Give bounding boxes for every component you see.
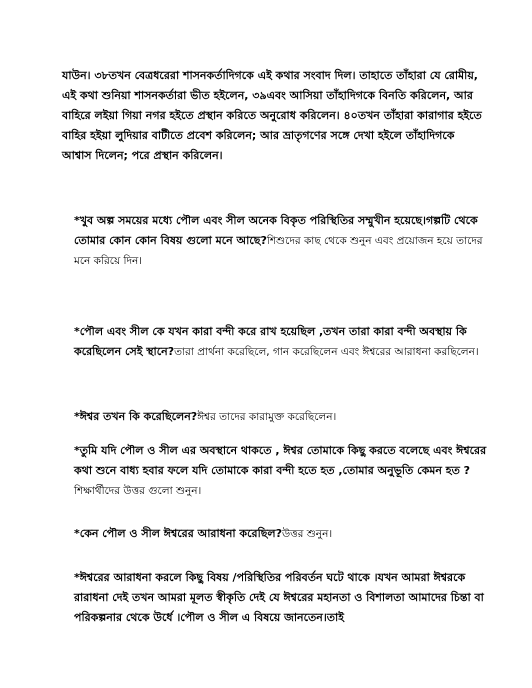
question-paragraph-2 (62, 322, 494, 362)
answer-text: শিক্ষার্থীদের উত্তর গুলো শুনুন। (74, 485, 202, 497)
question-text: *ঈশ্বর তখন কি করেছিলেন? (74, 410, 198, 423)
teaching-paragraph (62, 568, 494, 628)
question-text: *পৌল এবং সীল কে যখন কারা বন্দী করে রাখ হয়েছিল ,তখন তারা কারা বন্দী অবস্থায় কি করেছিলেন সেই স্থানে? (74, 325, 467, 358)
paragraph-acts-16-38-40 (62, 66, 482, 166)
question-paragraph-1 (62, 211, 494, 271)
question-text: *তুমি যদি পৌল ও সীল এর অবস্থানে থাকতে , ঈশ্বর তোমাকে কিছু করতে বলেছে এবং ঈশ্বরের কথা শুনে বাধ্য হবার ফলে যদি তোমাকে কারা বন্দী হতে হত ,তোমার অনুভূতি কেমন হত ? (74, 444, 487, 477)
answer-text: ঈশ্বর তাদের কারামুক্ত করেছিলেন। (197, 411, 337, 423)
question-paragraph-4 (62, 441, 494, 501)
question-paragraph-5 (62, 524, 494, 544)
answer-text: শিশুদের কাছ থেকে শুনুন এবং প্রয়োজন হয়ে তাদের মনে করিয়ে দিন। (74, 235, 483, 267)
question-text: *কেন পৌল ও সীল ঈশ্বরের আরাধনা করেছিল? (74, 527, 282, 540)
answer-text: উত্তর শুনুন। (281, 528, 333, 540)
scripture-text: যাউন। ৩৮তখন বেত্রধরেরা শাসনকর্তাদিগকে এই কথার সংবাদ দিল। তাহাতে তাঁহারা যে রোমীয়, এই কথা শুনিয়া শাসনকর্তারা ভীত হইলেন, ৩৯এবং আসিয়া তাঁহাদিগকে বিনতি করিলেন, আর বাহিরে লইয়া গিয়া নগর হইতে প্রস্থান করিতে অনুরোধ করিলেন। ৪০তখন তাঁহারা কারাগার হইতে বাহির হইয়া লুদিয়ার বাটীতে প্রবেশ করিলেন; আর ভ্রাতৃগণের সঙ্গে দেখা হইলে তাঁহাদিগকে আশ্বাস দিলেন; পরে প্রস্থান করিলেন। (62, 69, 482, 162)
question-paragraph-3 (62, 407, 494, 427)
answer-text: তারা প্রার্থনা করেছিলে, গান করেছিলেন এবং ঈশ্বরের আরাধনা করছিলেন। (174, 346, 479, 358)
question-text: *খুব অল্প সময়ের মধ্যে পৌল এবং সীল অনেক বিকৃত পরিস্থিতির সম্মুখীন হয়েছে।গল্পটি থেকে তোমার কোন কোন বিষয় গুলো মনে আছে? (74, 214, 478, 247)
teaching-text: *ঈশ্বরের আরাধনা করলে কিছু বিষয় /পরিস্থিতির পরিবর্তন ঘটে থাকে ।যখন আমরা ঈশ্বরকে রারাধনা দেই তখন আমরা মূলত স্বীকৃতি দেই যে ঈশ্বরের মহানতা ও বিশালতা আমাদের চিন্তা বা পরিকল্পনার থেকে উর্ধে ।পৌল ও সীল এ বিষয়ে জানতেন।তাই (74, 571, 484, 624)
